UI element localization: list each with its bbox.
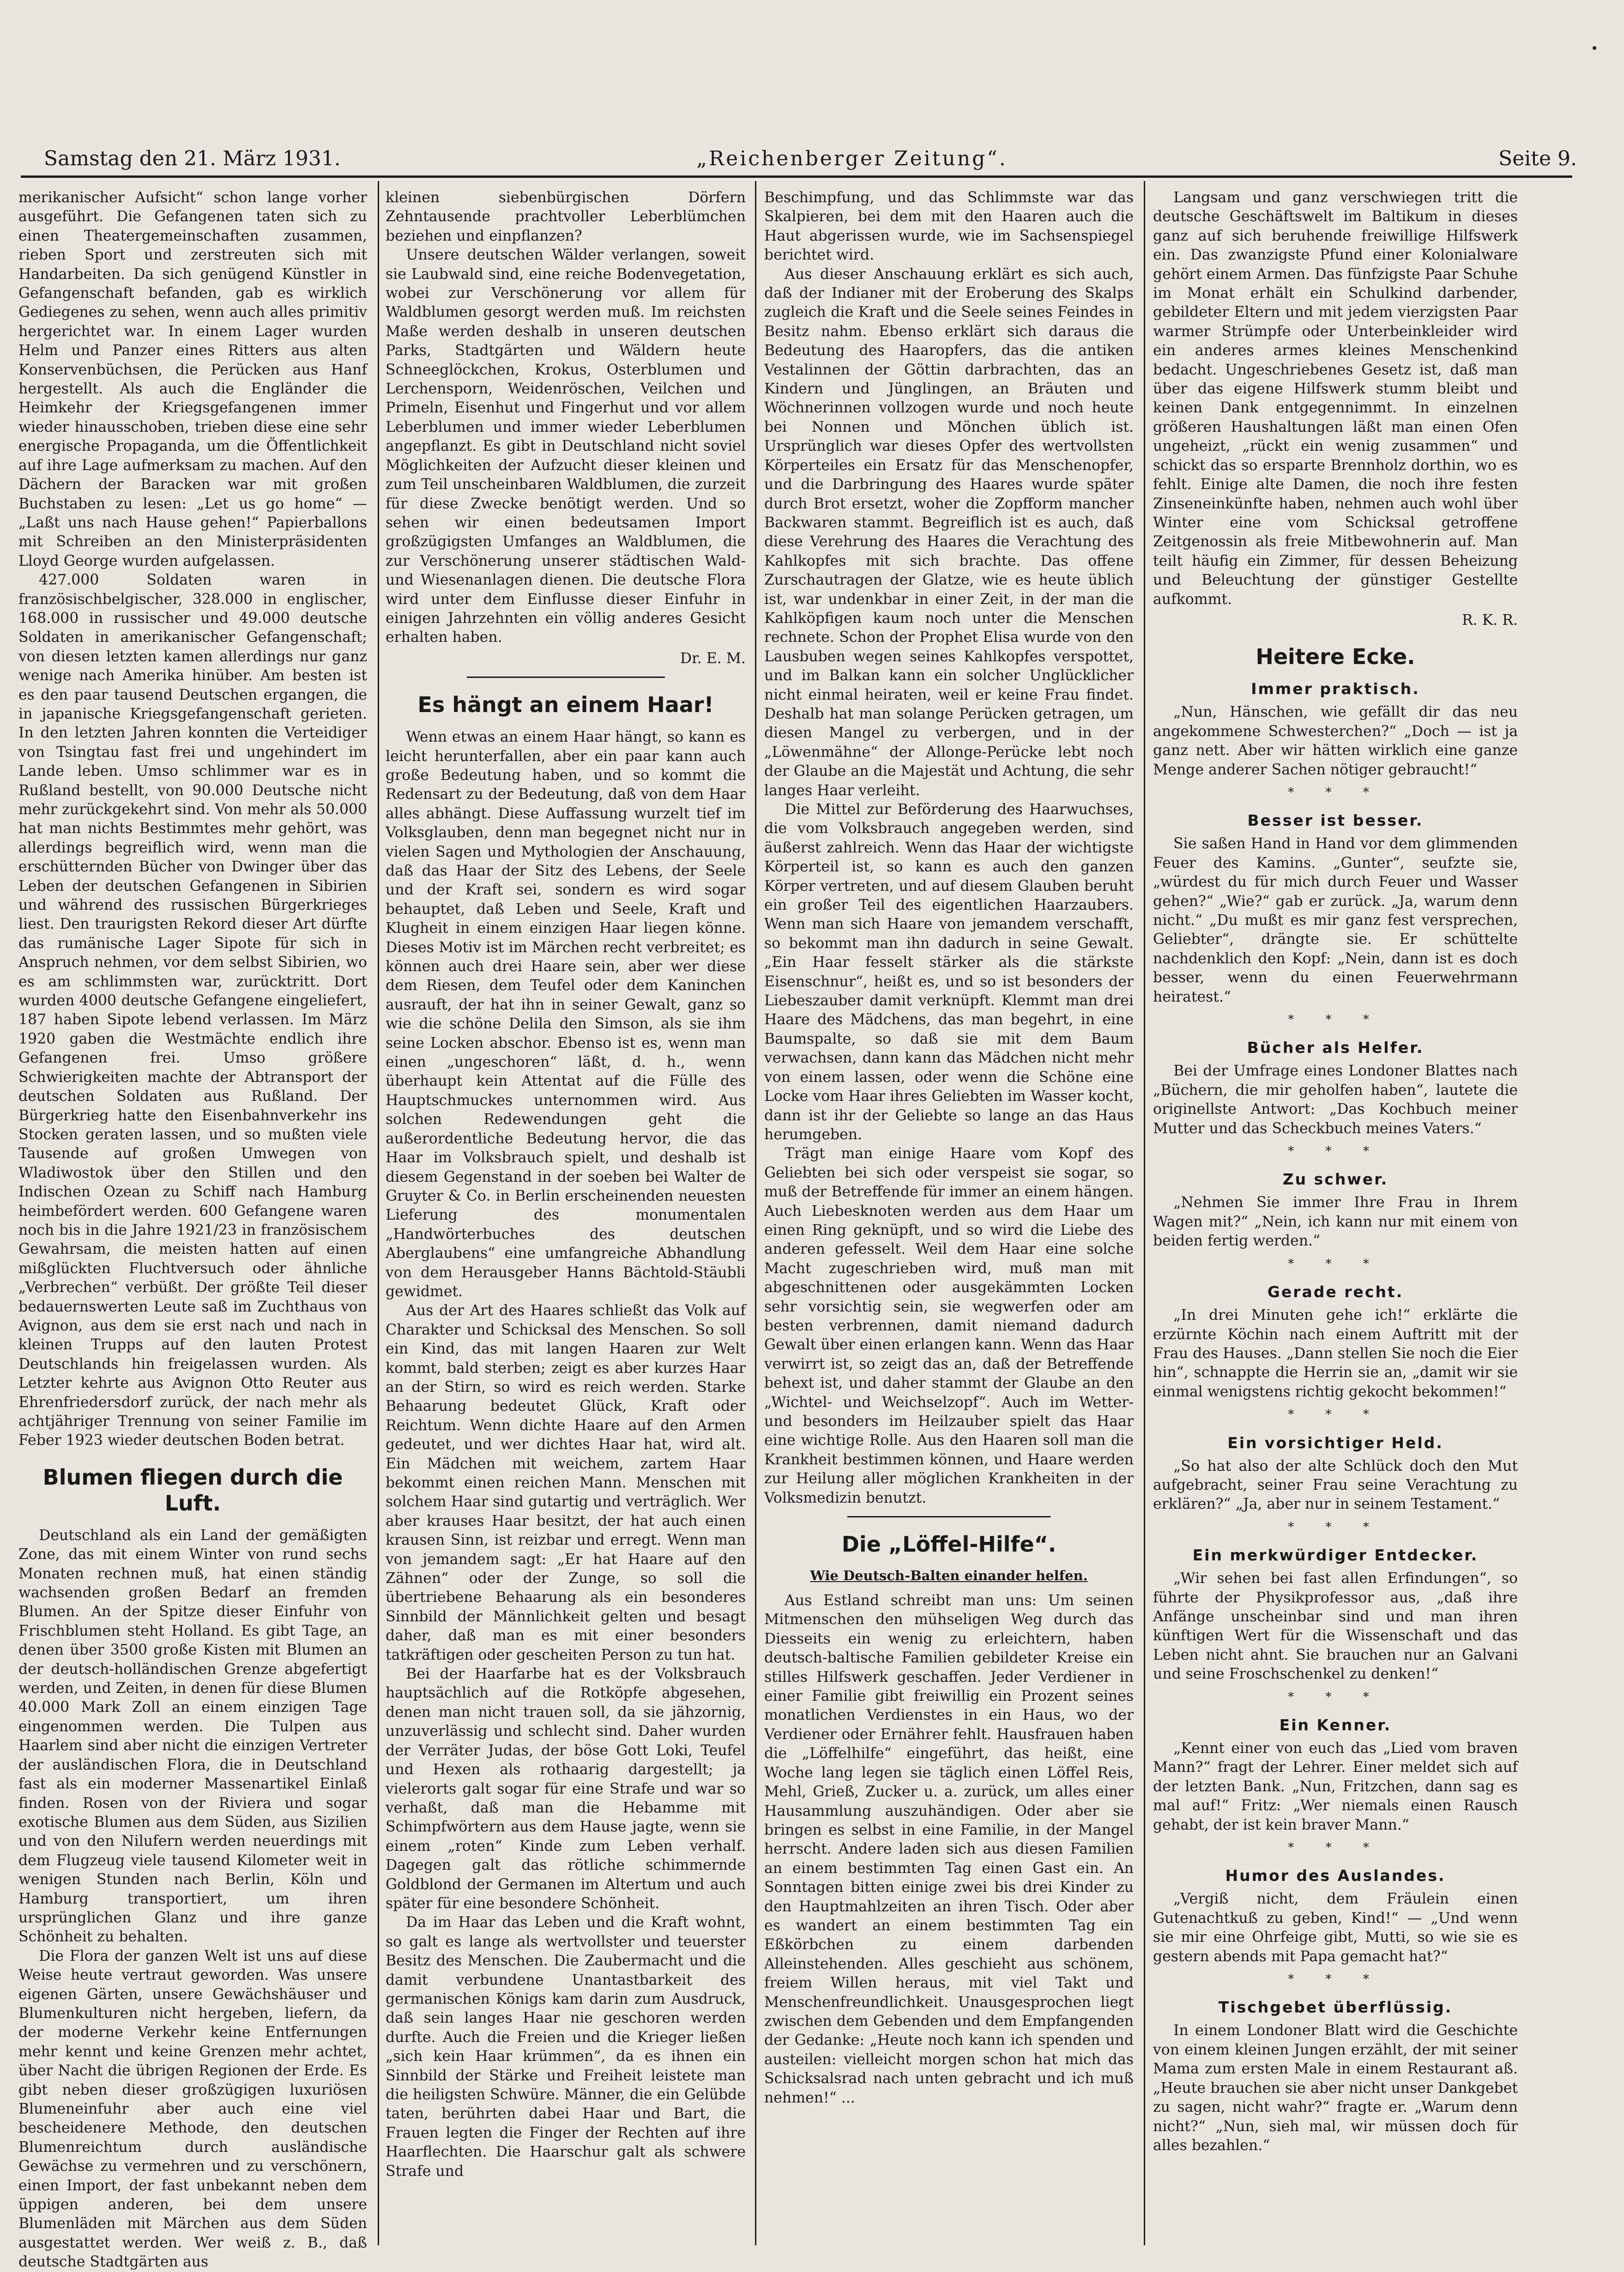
header-rule xyxy=(21,175,1572,178)
joke-title: Bücher als Helfer. xyxy=(1247,1039,1424,1057)
column-3 xyxy=(764,188,1134,2253)
column-1 xyxy=(18,188,367,2271)
col3-paragraph: Aus dieser Anschauung erklärt es sich auch, daß der Indianer mit der Eroberung des Skalps zugleich die Kraft und die Seele seines Feindes in Besitz nahm. Ebenso erklärt sich daraus die Bedeutung des Haaropfers, das die antiken Vestalinnen der Göttin darbrachten, das an Kindern und Jünglingen, an Bräuten und Wöchnerinnen vollzogen wurde und noch heute bei Nonnen und Mönchen üblich ist. Ursprünglich war dieses Opfer des wertvollsten Körperteiles ein Ersatz für das Menschenopfer, und die Darbringung des Haares wurde später durch Brot ersetzt, woher die Zopfform mancher Backwaren stammt. Begreiflich ist es auch, daß diese Verehrung des Haares die Verachtung des Kahlkopfes mit sich brachte. Das offene Zurschautragen der Glatze, wie es heute üblich ist, war undenkbar in einer Zeit, in der man die Kahlköpfigen kaum noch unter die Menschen rechnete. Schon der Prophet Elisa wurde von den Lausbuben wegen seines Kahlkopfes verspottet, und im Balkan kann ein solcher Unglücklicher nicht einmal heiraten, weil er keine Frau findet. Deshalb hat man solange Perücken getragen, um diesen Mangel zu verbergen, und in der „Löwenmähne“ der Allonge-Perücke lebt noch der Glaube an die Majestät und Achtung, die sehr langes Haar verleiht. xyxy=(764,266,1134,799)
separator-stars: * * * xyxy=(1288,1013,1383,1027)
article-subtitle: Wie Deutsch-Balten einander helfen. xyxy=(810,1568,1088,1584)
header-page-number: Seite 9. xyxy=(1498,147,1577,170)
joke-title: Gerade recht. xyxy=(1267,1283,1404,1301)
article-separator xyxy=(847,1516,1050,1517)
column-rule-3 xyxy=(1144,181,1145,2245)
joke-title: Humor des Auslandes. xyxy=(1225,1867,1446,1885)
column-4 xyxy=(1153,188,1518,2253)
article-title-loeffel-hilfe: Die „Löffel-Hilfe“. xyxy=(841,1532,1057,1557)
col4-paragraph: Langsam und ganz verschwiegen tritt die deutsche Geschäftswelt im Baltikum in dieses ganz auf sich beruhende freiwillige Hilfswerk ein. Das zwanzigste Pfund einer Kolonialware gehört einem Armen. Das fünfzigste Paar Schuhe im Monat erhält ein Schulkind darbender, gebildeter Eltern und mit jedem vierzigsten Paar warmer Strümpfe oder Unterbeinkleider wird ein anderes armes kleines Menschenkind bedacht. Ungeschriebenes Gesetz ist, daß man über das eigene Hilfswerk stumm bleibt und keinen Dank entgegennimmt. In einzelnen größeren Haushaltungen läßt man einen Ofen ungeheizt, „rückt ein wenig zusammen“ und schickt das so ersparte Brennholz dorthin, wo es fehlt. Einige alte Damen, die noch ihre festen Zinseneinkünfte haben, nehmen auch wohl über Winter eine vom Schicksal getroffene Zeitgenossin als freie Mitbewohnerin auf. Man teilt häufig ein Zimmer, für dessen Beheizung und Beleuchtung der günstiger Gestellte aufkommt. xyxy=(1153,189,1518,608)
joke-text: „Vergiß nicht, dem Fräulein einen Gutenachtkuß zu geben, Kind!“ — „Und wenn sie mir eine Ohrfeige gibt, Mutti, so wie sie es gestern abends mit Papa gemacht hat?“ xyxy=(1153,1891,1518,1965)
print-speck xyxy=(1593,46,1596,50)
separator-stars: * * * xyxy=(1288,785,1383,799)
joke-title: Ein Kenner. xyxy=(1279,1716,1392,1734)
joke-title: Immer praktisch. xyxy=(1251,680,1420,698)
col1-paragraph: Die Flora der ganzen Welt ist uns auf diese Weise heute vertraut geworden. Was unsere eigenen Gärten, unsere Gewächshäuser und Blumenkulturen nicht hergeben, liefern, da der moderne Verkehr keine Entfernungen mehr kennt und keine Grenzen mehr achtet, über Nacht die übrigen Regionen der Erde. Es gibt neben dieser großzügigen luxuriösen Blumeneinfuhr aber auch eine viel bescheidenere Methode, den deutschen Blumenreichtum durch ausländische Gewächse zu vermehren und zu verschönern, einen Import, der fast unbekannt neben dem üppigen anderen, bei dem unsere Blumenläden mit Märchen aus dem Süden ausgestattet werden. Wer weiß z. B., daß deutsche Stadtgärten aus xyxy=(18,1947,367,2271)
section-title-heitere-ecke: Heitere Ecke. xyxy=(1256,644,1415,670)
col1-paragraph: 427.000 Soldaten waren in französischbelgischer, 328.000 in englischer, 168.000 in russischer und 49.000 deutsche Soldaten in amerikanischer Gefangenschaft; von diesen letzten kamen allerdings nur ganz wenige nach Amerika hinüber. Am besten ist es den paar tausend Deutschen ergangen, die in japanische Kriegsgefangenschaft gerieten. In den letzten Jahren konnten die Verteidiger von Tsingtau fast frei und ungehindert im Lande leben. Umso schlimmer war es in Rußland bestellt, von 90.000 Deutsche nicht mehr zurückgekehrt sind. Von mehr als 50.000 hat man nichts Bestimmtes mehr gehört, was allerdings begreiflich wird, wenn man die erschütternden Bücher von Dwinger über das Leben der deutschen Gefangenen in Sibirien und während des russischen Bürgerkrieges liest. Den traurigsten Rekord dieser Art dürfte das rumänische Lager Sipote für sich in Anspruch nehmen, vor dem selbst Sibirien, wo es am schlimmsten war, zurücktritt. Dort wurden 4000 deutsche Gefangene eingeliefert, 187 haben Sipote lebend verlassen. Im März 1920 gaben die Westmächte endlich ihre Gefangenen frei. Umso größere Schwierigkeiten machte der Abtransport der deutschen Soldaten aus Rußland. Der Bürgerkrieg hatte den Eisenbahnverkehr ins Stocken geraten lassen, und so mußten viele Tausende auf großen Umwegen von Wladiwostok über den Stillen und den Indischen Ozean zu Schiff nach Hamburg heimbefördert werden. 600 Gefangene waren noch bis in die Jahre 1921/23 in französischem Gewahrsam, die meisten hatten auf einen mißglückten Fluchtversuch oder ähnliche „Verbrechen“ verbüßt. Der größte Teil dieser bedauernswerten Leute saß im Zuchthaus von Avignon, aus dem sie erst nach und nach in kleinen Trupps auf den lauten Protest Deutschlands hin freigelassen wurden. Als Letzter kehrte aus Avignon Otto Reuter aus Ehrenfriedersdorf zurück, der nach mehr als achtjähriger Trennung von seiner Familie im Feber 1923 wieder deutschen Boden betrat. xyxy=(18,572,367,1449)
joke-title: Tischgebet überflüssig. xyxy=(1218,1998,1453,2017)
col2-paragraph: Wenn etwas an einem Haar hängt, so kann es leicht herunterfallen, aber ein paar kann auch große Bedeutung haben, und so kommt die Redensart zu der Bedeutung, daß von dem Haar alles abhängt. Diese Auffassung wurzelt tief im Volksglauben, denn man begegnet nicht nur in vielen Sagen und Mythologien der Anschauung, daß das Haar der Sitz des Lebens, der Seele und der Kraft sei, sondern es wird sogar behauptet, daß Leben und Seele, Kraft und Klugheit in einem einzigen Haar liegen könne. Dieses Motiv ist im Märchen recht verbreitet; es können auch drei Haare sein, aber wer diese dem Riesen, dem Teufel oder dem Kaninchen ausrauft, der hat ihn in seiner Gewalt, ganz so wie die schöne Delila den Simson, als sie ihm seine Locken abschor. Ebenso ist es, wenn man einen „ungeschoren“ läßt, d. h., wenn überhaupt kein Attentat auf die Fülle des Hauptschmuckes unternommen wird. Aus solchen Redewendungen geht die außerordentliche Bedeutung hervor, die das Haar im Volksbrauch spielt, und deshalb ist diesem Gegenstand in der soeben bei Walter de Gruyter & Co. in Berlin erscheinenden neuesten Lieferung des monumentalen „Handwörterbuches des deutschen Aberglaubens“ eine umfangreiche Abhandlung von dem Herausgeber Hanns Bächtold-Stäubli gewidmet. xyxy=(386,729,746,1300)
separator-stars: * * * xyxy=(1288,1841,1383,1855)
joke-text: „In drei Minuten gehe ich!“ erklärte die erzürnte Köchin nach einem Auftritt mit der Frau des Hauses. „Dann stellen Sie noch die Eier hin“, schnappte die Herrin sie an, „damit wir sie einmal wenigstens richtig gekocht bekommen!“ xyxy=(1153,1307,1518,1400)
col3-paragraph: Beschimpfung, und das Schlimmste war das Skalpieren, bei dem mit den Haaren auch die Haut abgerissen wurde, wie im Sachsenspiegel berichtet wird. xyxy=(764,189,1134,264)
col2-paragraph: Unsere deutschen Wälder verlangen, soweit sie Laubwald sind, eine reiche Bodenvegetation, wobei zur Verschönerung vor allem für Waldblumen gesorgt werden muß. Im reichsten Maße werden deshalb in unseren deutschen Parks, Stadtgärten und Wäldern heute Schneeglöckchen, Krokus, Osterblumen und Lerchensporn, Weidenröschen, Veilchen und Primeln, Eisenhut und Fingerhut und vor allem Leberblumen und immer wieder Leberblumen angepflanzt. Es gibt in Deutschland nicht soviel Möglichkeiten der Aufzucht dieser kleinen und zum Teil unscheinbaren Waldblumen, die zurzeit für diese Zwecke benötigt werden. Und so sehen wir einen bedeutsamen Import großzügigsten Umfanges an Waldblumen, die zur Verschönerung unserer städtischen Wald- und Wiesenanlagen dienen. Die deutsche Flora wird unter dem Einflusse dieser Einfuhr in einigen Jahrzehnten ein völlig anderes Gesicht erhalten haben. xyxy=(386,247,746,646)
col3-paragraph: Aus Estland schreibt man uns: Um seinen Mitmenschen den mühseligen Weg durch das Diesseits ein wenig zu erleichtern, haben deutsch-baltische Familien gebildeter Kreise ein stilles Hilfswerk geschaffen. Jeder Verdiener in einer Familie gibt freiwillig ein Prozent seines monatlichen Verdienstes in ein Haus, wo der Verdiener oder Ernährer fehlt. Hausfrauen haben die „Löffelhilfe“ eingeführt, das heißt, eine Woche lang legen sie täglich einen Löffel Reis, Mehl, Grieß, Zucker u. a. zurück, um alles einer Hausammlung auszuhändigen. Oder aber sie bringen es selbst in eine Familie, in der Mangel herrscht. Andere laden sich aus diesen Familien an einem bestimmten Tag einen Gast ein. An Sonntagen bitten einige zwei bis drei Kinder zu den Hauptmahlzeiten an ihren Tisch. Oder aber es wandert an einem bestimmten Tag ein Eßkörbchen zu einem darbenden Alleinstehenden. Alles geschieht aus schönem, freiem Willen heraus, mit viel Takt und Menschenfreundlichkeit. Unausgesprochen liegt zwischen dem Gebenden und dem Empfangenden der Gedanke: „Heute noch kann ich spenden und austeilen: vielleicht morgen schon hat mich das Schicksalsrad nach unten gebracht und ich muß nehmen!“ ... xyxy=(764,1592,1134,2106)
joke-text: „Wir sehen bei fast allen Erfindungen“, so führte der Physikprofessor aus, „daß ihre Anfänge unscheinbar sind und man ihren künftigen Wert für die Wissenschaft und das Leben nicht ahnt. Sie brauchen nur an Galvani und seine Froschschenkel zu denken!“ xyxy=(1153,1570,1518,1683)
column-rule-2 xyxy=(755,181,756,2245)
separator-stars: * * * xyxy=(1288,1408,1383,1422)
column-2 xyxy=(386,188,746,2253)
page-header xyxy=(44,147,1577,184)
separator-stars: * * * xyxy=(1288,1690,1383,1704)
col2-paragraph: Bei der Haarfarbe hat es der Volksbrauch hauptsächlich auf die Rotköpfe abgesehen, denen man nicht trauen soll, da sie jähzornig, unzuverlässig und schlecht sind. Daher wurden der Verräter Judas, der böse Gott Loki, Teufel und Hexen als rothaarig dargestellt; ja vielerorts galt sogar für eine Strafe und war so verhaßt, daß man die Hebamme mit Schimpfwörtern aus dem Hause jagte, wenn sie einem „roten“ Kinde zum Leben verhalf. Dagegen galt das rötliche schimmernde Goldblond der Germanen im Altertum und auch später für eine besondere Schönheit. xyxy=(386,1666,746,1912)
header-date: Samstag den 21. März 1931. xyxy=(44,147,341,170)
separator-stars: * * * xyxy=(1288,1520,1383,1534)
article-separator xyxy=(467,677,665,678)
joke-text: Bei der Umfrage eines Londoner Blattes nach „Büchern, die mir geholfen haben“, lautete die originellste Antwort: „Das Kochbuch meiner Mutter und das Scheckbuch meines Vaters.“ xyxy=(1153,1063,1518,1137)
column-rule-1 xyxy=(378,181,379,2245)
joke-text: „Kennt einer von euch das „Lied vom braven Mann?“ fragt der Lehrer. Einer meldet sich auf der letzten Bank. „Nun, Fritzchen, dann sag es mal auf!“ Fritz: „Wer niemals einen Rausch gehabt, der ist kein braver Mann.“ xyxy=(1153,1740,1518,1833)
col3-paragraph: Die Mittel zur Beförderung des Haarwuchses, die vom Volksbrauch angegeben werden, sind äußerst zahlreich. Wenn das Haar der wichtigste Körperteil ist, so kann es auch den ganzen Körper vertreten, und auf diesem Glauben beruht ein großer Teil des eigentlichen Haarzaubers. Wenn man sich Haare von jemandem verschafft, so bekommt man ihn dadurch in seine Gewalt. „Ein Haar fesselt stärker als die stärkste Eisenschnur“, heißt es, und so ist besonders der Liebeszauber damit verknüpft. Klemmt man drei Haare des Mädchens, das man begehrt, in eine Baumspalte, so daß sie mit dem Baum verwachsen, dann kann das Mädchen nicht mehr von einem lassen, oder wenn die Schöne eine Locke vom Haar ihres Geliebten im Wasser kocht, dann ist ihr der Geliebte so lange an das Haus herumgeben. xyxy=(764,801,1134,1143)
col2-paragraph: Aus der Art des Haares schließt das Volk auf Charakter und Schicksal des Menschen. So soll ein Kind, das mit langen Haaren zur Welt kommt, bald sterben; zeigt es aber kurzes Haar an der Stirn, so wird es reich werden. Starke Behaarung bedeutet Glück, Kraft oder Reichtum. Wenn dichte Haare auf den Armen gedeutet, und wer dichtes Haar hat, wird alt. Ein Mädchen mit weichem, zartem Haar bekommt einen reichen Mann. Menschen mit solchem Haar sind gutartig und verträglich. Wer aber krauses Haar besitzt, der hat auch einen krausen Sinn, ist reizbar und erregt. Wenn man von jemandem sagt: „Er hat Haare auf den Zähnen“ oder der Zunge, so soll die übertriebene Behaarung als ein besonderes Sinnbild der Männlichkeit gelten und besagt daher, daß man es mit einer besonders tatkräftigen oder gescheiten Person zu tun hat. xyxy=(386,1302,746,1663)
joke-title: Zu schwer. xyxy=(1282,1170,1389,1189)
separator-stars: * * * xyxy=(1288,1144,1383,1159)
author-signature: R. K. R. xyxy=(1461,611,1518,628)
col3-paragraph: Trägt man einige Haare vom Kopf des Geliebten bei sich oder verspeist sie sogar, so muß der Betreffende für immer an einem hängen. Auch Liebesknoten werden aus dem Haar um einen Ring geknüpft, und so wird die Liebe des anderen gefesselt. Weil dem Haar eine solche Macht zugeschrieben wird, muß man mit abgeschnittenen oder ausgekämmten Locken sehr vorsichtig sein, sie wegwerfen oder am besten verbrennen, damit niemand dadurch Gewalt über einen erlangen kann. Wenn das Haar verwirrt ist, so zeigt das an, daß der Betreffende behext ist, und daher stammt der Glaube an den „Wichtel- und Weichselzopf“. Auch im Wetter- und besonders im Heilzauber spielt das Haar eine wichtige Rolle. Aus den Haaren soll man die Krankheit bestimmen können, und Haare werden zur Heilung aller möglichen Krankheiten in der Volksmedizin benutzt. xyxy=(764,1145,1134,1506)
col2-paragraph: Da im Haar das Leben und die Kraft wohnt, so galt es lange als wertvollster und teuerster Besitz des Menschen. Die Zaubermacht und die damit verbundene Unantastbarkeit des germanischen Königs kam darin zum Ausdruck, daß sein langes Haar nie geschoren werden durfte. Auch die Freien und die Krieger ließen „sich kein Haar krümmen“, da es ihnen ein Sinnbild der Stärke und Freiheit leistete man die heiligsten Schwüre. Männer, die ein Gelübde taten, berührten dabei Haar und Bart, die Frauen legten die Finger der Rechten auf ihre Haarflechten. Die Haarschur galt als schwere Strafe und xyxy=(386,1914,746,2180)
joke-title: Besser ist besser. xyxy=(1247,811,1424,830)
joke-text: „Nehmen Sie immer Ihre Frau in Ihrem Wagen mit?“ „Nein, ich kann nur mit einem von beiden fertig werden.“ xyxy=(1153,1194,1518,1250)
joke-title: Ein vorsichtiger Held. xyxy=(1227,1433,1443,1452)
separator-stars: * * * xyxy=(1288,1972,1383,1987)
joke-text: „So hat also der alte Schlück doch den Mut aufgebracht, seiner Frau seine Verachtung zu erklären?“ „Ja, aber nur in seinem Testament.“ xyxy=(1153,1457,1518,1513)
col1-paragraph: Deutschland als ein Land der gemäßigten Zone, das mit einem Winter von rund sechs Monaten rechnen muß, hat einen ständig wachsenden großen Bedarf an fremden Blumen. An der Spitze dieser Einfuhr von Frischblumen steht Holland. Es gibt Tage, an denen über 3500 große Kisten mit Blumen an der deutsch-holländischen Grenze abgefertigt werden, und Zeiten, in denen für diese Blumen 40.000 Mark Zoll an einem einzigen Tage eingenommen werden. Die Tulpen aus Haarlem sind aber nicht die einzigen Vertreter der ausländischen Flora, die in Deutschland fast als ein moderner Massenartikel Einlaß finden. Rosen von der Riviera und sogar exotische Blumen aus dem Süden, aus Sizilien und von den Nilufern werden neuerdings mit dem Flugzeug viele tausend Kilometer weit in wenigen Stunden nach Berlin, Köln und Hamburg transportiert, um ihren ursprünglichen Glanz und ihre ganze Schönheit zu behalten. xyxy=(18,1527,367,1946)
separator-stars: * * * xyxy=(1288,1257,1383,1271)
joke-title: Ein merkwürdiger Entdecker. xyxy=(1192,1546,1479,1565)
joke-text: In einem Londoner Blatt wird die Geschichte von einem kleinen Jungen erzählt, der mit seiner Mama zum ersten Male in einem Restaurant aß. „Heute brauchen sie aber nicht unser Dankgebet zu sagen, nicht wahr?“ fragte er. „Warum denn nicht?“ „Nun, sieh mal, wir müssen doch für alles bezahlen.“ xyxy=(1153,2022,1518,2154)
joke-text: Sie saßen Hand in Hand vor dem glimmenden Feuer des Kamins. „Gunter“, seufzte sie, „würdest du für mich durch Feuer und Wasser gehen?“ „Wie?“ gab er zurück. „Ja, warum denn nicht.“ „Du mußt es mir ganz fest versprechen, Geliebter“, drängte sie. Er schüttelte nachdenklich den Kopf: „Nein, dann ist es doch besser, wenn du einen Feuerwehrmann heiratest.“ xyxy=(1153,835,1518,1005)
col2-paragraph: kleinen siebenbürgischen Dörfern Zehntausende prachtvoller Leberblümchen beziehen und einpflanzen? xyxy=(386,189,746,244)
article-title-haar: Es hängt an einem Haar! xyxy=(417,692,714,718)
author-signature: Dr. E. M. xyxy=(680,650,746,667)
article-title-blumen: Blumen fliegen durch die Luft. xyxy=(42,1464,343,1516)
joke-text: „Nun, Hänschen, wie gefällt dir das neu angekommene Schwesterchen?“ „Doch — ist ja ganz nett. Aber wir hätten wirklich eine ganze Menge anderer Sachen nötiger gebraucht!“ xyxy=(1153,704,1518,778)
col1-paragraph: merikanischer Aufsicht“ schon lange vorher ausgeführt. Die Gefangenen taten sich zu einen Theatergemeinschaften zusammen, rieben Sport und zerstreuten sich mit Handarbeiten. Da sich genügend Künstler in Gefangenschaft befanden, gab es wirklich Gediegenes zu sehen, wenn auch alles primitiv hergerichtet war. In einem Lager wurden Helm und Panzer eines Ritters aus alten Konservenbüchsen, die Perücken aus Hanf hergestellt. Als auch die Engländer die Heimkehr der Kriegsgefangenen immer wieder hinausschoben, trieben diese eine sehr energische Propaganda, um die Öffentlichkeit auf ihre Lage aufmerksam zu machen. Auf den Dächern der Baracken war mit großen Buchstaben zu lesen: „Let us go home“ — „Laßt uns nach Hause gehen!“ Papierballons mit Schreiben an den Ministerpräsidenten Lloyd George wurden aufgelassen. xyxy=(18,189,367,569)
header-newspaper-title: „Reichenberger Zeitung“. xyxy=(696,147,1008,170)
